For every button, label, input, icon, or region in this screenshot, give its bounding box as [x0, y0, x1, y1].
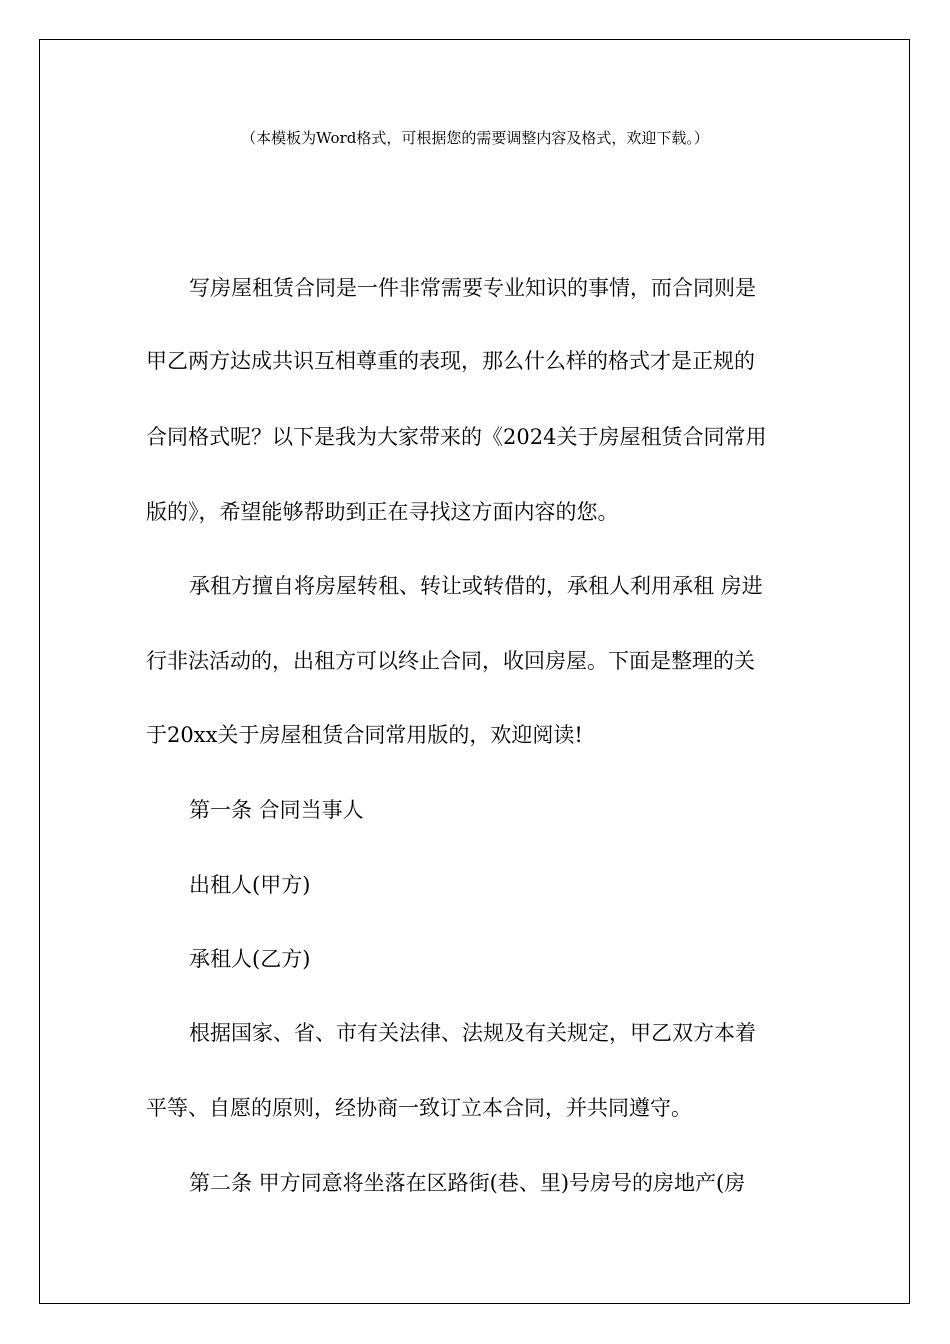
- body-paragraph-line: 写房屋租赁合同是一件非常需要专业知识的事情，而合同则是: [189, 276, 756, 300]
- body-paragraph-line: 版的》，希望能够帮助到正在寻找这方面内容的您。: [146, 500, 619, 524]
- template-note: （本模板为Word格式，可根据您的需要调整内容及格式，欢迎下载。）: [241, 129, 709, 147]
- body-paragraph-line: 甲乙两方达成共识互相尊重的表现，那么什么样的格式才是正规的: [146, 349, 755, 373]
- body-paragraph-line: 行非法活动的，出租方可以终止合同，收回房屋。下面是整理的关: [146, 649, 755, 673]
- article-heading: 第一条 合同当事人: [189, 798, 364, 822]
- lessor-label: 出租人(甲方): [189, 873, 311, 897]
- body-paragraph-line: 承租方擅自将房屋转租、转让或转借的，承租人利用承租 房进: [189, 574, 763, 598]
- body-paragraph-line: 平等、自愿的原则，经协商一致订立本合同，并共同遵守。: [146, 1096, 692, 1120]
- article-heading: 第二条 甲方同意将坐落在区路街(巷、里)号房号的房地产(房: [189, 1171, 746, 1195]
- lessee-label: 承租人(乙方): [189, 947, 311, 971]
- body-paragraph-line: 合同格式呢？以下是我为大家带来的《2024关于房屋租赁合同常用: [146, 425, 767, 449]
- body-paragraph-line: 根据国家、省、市有关法律、法规及有关规定，甲乙双方本着: [189, 1021, 756, 1045]
- body-paragraph-line: 于20xx关于房屋租赁合同常用版的，欢迎阅读!: [146, 723, 583, 747]
